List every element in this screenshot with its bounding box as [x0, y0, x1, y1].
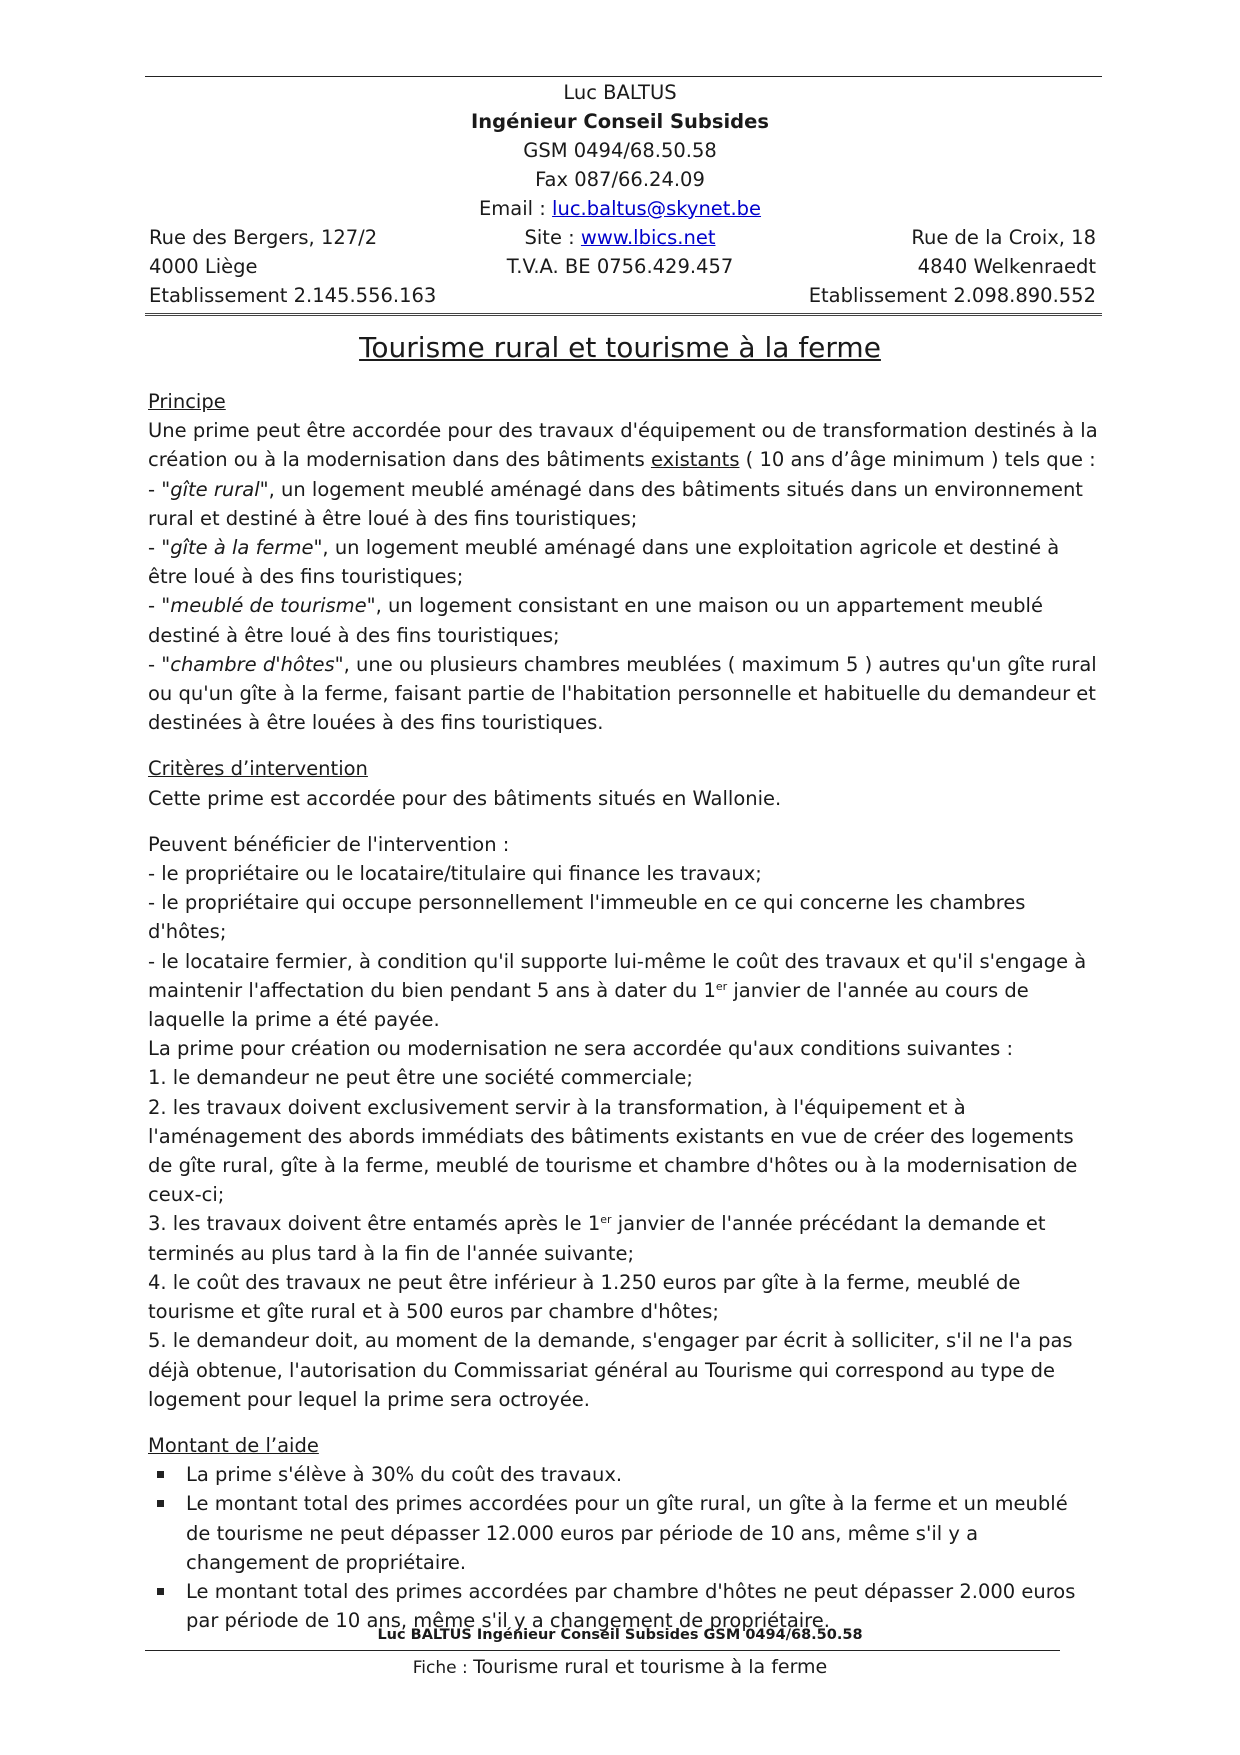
- section-spacer: [148, 1414, 1098, 1431]
- item-term: gîte rural: [170, 477, 260, 501]
- header-contact-block: [420, 78, 820, 281]
- gsm-number: GSM 0494/68.50.58: [523, 139, 717, 162]
- item-description: ", un logement meublé aménagé dans une exploitation agricole et destiné à être loué à des fins touristiques;: [148, 536, 1060, 589]
- beneficiaire-text-end: janvier de l'année au cours de laquelle la prime a été payée.: [148, 978, 1029, 1032]
- section-heading-montant: Montant de l’aide: [148, 1433, 319, 1457]
- site-link[interactable]: www.lbics.net: [580, 226, 716, 249]
- condition-item: 2. les travaux doivent exclusivement servir à la transformation, à l'équipement et à l'aménagement des abords immédiats des bâtiments existants en vue de créer des logements de gîte rural, gîte à la ferme, meublé de tourisme et chambre d'hôtes ou à la modernisation de ceux-ci;: [148, 1095, 1078, 1207]
- item-term: meublé de tourisme: [170, 594, 367, 618]
- condition-item: 1. le demandeur ne peut être une société commerciale;: [148, 1066, 693, 1090]
- item-term: gîte à la ferme: [170, 536, 314, 560]
- header-top-rule: [145, 76, 1102, 77]
- montant-bullet-list: [148, 1460, 1098, 1635]
- section-heading-principe: Principe: [148, 390, 226, 413]
- item-prefix: - ": [148, 477, 171, 501]
- item-description: ", un logement meublé aménagé dans des bâtiments situés dans un environnement rural et destiné à être loué à des fins touristiques;: [148, 477, 1083, 530]
- footer-consultant-line: Luc BALTUS Ingénieur Conseil Subsides GSM 0494/68.50.58: [377, 1627, 863, 1643]
- principe-item: [148, 475, 1098, 533]
- section-heading-criteres: Critères d’intervention: [148, 757, 368, 781]
- footer-rule: [145, 1650, 1060, 1651]
- item-description: ", une ou plusieurs chambres meublées ( maximum 5 ) autres qu'un gîte rural ou qu'un gîte à la ferme, faisant partie de l'habitation personnelle et habituelle du demandeur et destinées à être louées à des fins touristiques.: [148, 652, 1097, 735]
- email-line: [420, 194, 820, 223]
- square-bullet-icon: [157, 1500, 164, 1507]
- item-prefix: - ": [148, 536, 171, 560]
- conditions-intro: La prime pour création ou modernisation ne sera accordée qu'aux conditions suivantes :: [148, 1037, 1014, 1061]
- criteres-region: Cette prime est accordée pour des bâtiments situés en Wallonie.: [148, 786, 782, 810]
- condition-item: [148, 1209, 1098, 1267]
- left-address-city: 4000 Liège: [149, 255, 258, 278]
- principe-item: [148, 533, 1098, 591]
- item-description: ", un logement consistant en une maison ou un appartement meublé destiné à être loué à des fins touristiques;: [148, 594, 1043, 647]
- fax-number: Fax 087/66.24.09: [535, 168, 705, 191]
- ordinal-superscript: er: [715, 979, 728, 993]
- footer-fiche-line: [0, 1656, 1240, 1678]
- montant-bullet: [148, 1460, 1098, 1489]
- page-title: Tourisme rural et tourisme à la ferme: [359, 331, 881, 364]
- left-address-street: Rue des Bergers, 127/2: [149, 226, 378, 249]
- beneficiaire-item: [148, 947, 1098, 1035]
- beneficiaires-intro: Peuvent bénéficier de l'intervention :: [148, 832, 510, 856]
- consultant-role: Ingénieur Conseil Subsides: [471, 110, 769, 133]
- item-term: chambre d'hôtes: [170, 652, 335, 676]
- email-link[interactable]: luc.baltus@skynet.be: [552, 197, 762, 220]
- item-prefix: - ": [148, 652, 171, 676]
- square-bullet-icon: [157, 1588, 164, 1595]
- principe-intro: [148, 416, 1098, 474]
- principe-item: [148, 591, 1098, 649]
- condition-text-end: janvier de l'année précédant la demande et terminés au plus tard à la fin de l'année suivante;: [148, 1212, 1046, 1265]
- fiche-title: Tourisme rural et tourisme à la ferme: [473, 1656, 828, 1678]
- email-label: Email :: [478, 197, 553, 220]
- beneficiaire-text: - le locataire fermier, à condition qu'il supporte lui-même le coût des travaux et qu'il s'engage à maintenir l'affectation du bien pendant 5 ans à dater du 1: [148, 949, 1087, 1002]
- montant-bullet-text: La prime s'élève à 30% du coût des travaux.: [186, 1463, 623, 1487]
- principe-item: [148, 650, 1098, 738]
- montant-bullet-text: Le montant total des primes accordées par chambre d'hôtes ne peut dépasser 2.000 euros par période de 10 ans, même s'il y a changement de propriétaire.: [186, 1579, 1076, 1633]
- left-office-address: [149, 223, 436, 310]
- montant-bullet: [148, 1489, 1098, 1577]
- right-address-city: 4840 Welkenraedt: [917, 255, 1096, 278]
- paragraph-spacer: [148, 813, 1098, 830]
- principe-intro-text: Une prime peut être accordée pour des travaux d'équipement ou de transformation destinés à la création ou à la modernisation dans des bâtiments: [148, 419, 1098, 472]
- tva-number: T.V.A. BE 0756.429.457: [506, 255, 734, 278]
- fiche-label: Fiche :: [412, 1658, 474, 1678]
- principe-intro-text-end: ( 10 ans d’âge minimum ) tels que :: [739, 448, 1096, 472]
- item-prefix: - ": [148, 594, 171, 618]
- beneficiaire-item: - le propriétaire ou le locataire/titulaire qui finance les travaux;: [148, 862, 762, 886]
- header-bottom-rule: [145, 313, 1102, 318]
- condition-text: 3. les travaux doivent être entamés après le 1: [148, 1212, 601, 1236]
- right-address-street: Rue de la Croix, 18: [911, 226, 1096, 249]
- right-office-address: [809, 223, 1096, 310]
- consultant-name: Luc BALTUS: [563, 81, 677, 104]
- condition-item: 5. le demandeur doit, au moment de la demande, s'engager par écrit à solliciter, s'il ne l'a pas déjà obtenue, l'autorisation du Commissariat général au Tourisme qui correspond au type de logement pour lequel la prime sera octroyée.: [148, 1329, 1073, 1411]
- montant-bullet-text: Le montant total des primes accordées pour un gîte rural, un gîte à la ferme et un meublé de tourisme ne peut dépasser 12.000 euros par période de 10 ans, même s'il y a changement de propriétaire.: [186, 1492, 1068, 1574]
- site-label: Site :: [524, 226, 581, 249]
- left-address-establishment: Etablissement 2.145.556.163: [149, 284, 437, 307]
- condition-item: 4. le coût des travaux ne peut être inférieur à 1.250 euros par gîte à la ferme, meublé de tourisme et gîte rural et à 500 euros par chambre d'hôtes;: [148, 1270, 1021, 1324]
- square-bullet-icon: [157, 1471, 164, 1478]
- site-line: [420, 223, 820, 252]
- section-spacer: [148, 737, 1098, 754]
- document-body: [148, 387, 1098, 1635]
- ordinal-superscript: er: [600, 1213, 612, 1227]
- right-address-establishment: Etablissement 2.098.890.552: [808, 284, 1096, 307]
- beneficiaire-item: - le propriétaire qui occupe personnellement l'immeuble en ce qui concerne les chambres d'hôtes;: [148, 891, 1026, 944]
- principe-intro-emphasis: existants: [650, 448, 740, 472]
